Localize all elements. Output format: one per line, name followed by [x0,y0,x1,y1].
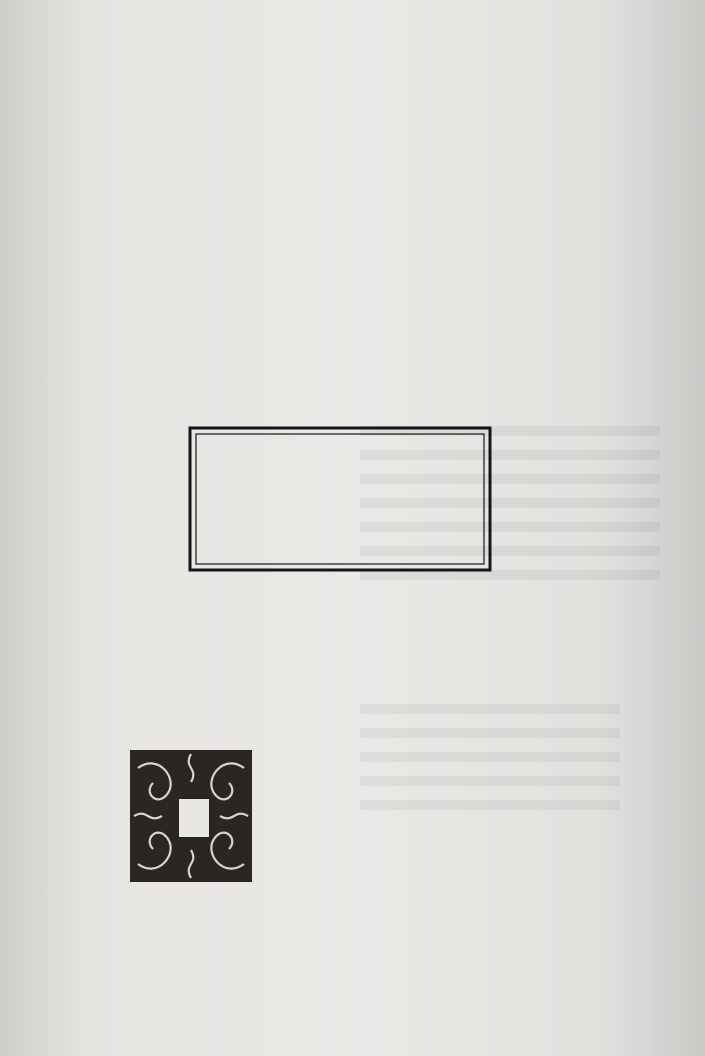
bleed-through-block [360,690,620,810]
drop-cap-letter [178,798,210,838]
ornamental-frame [130,404,550,590]
